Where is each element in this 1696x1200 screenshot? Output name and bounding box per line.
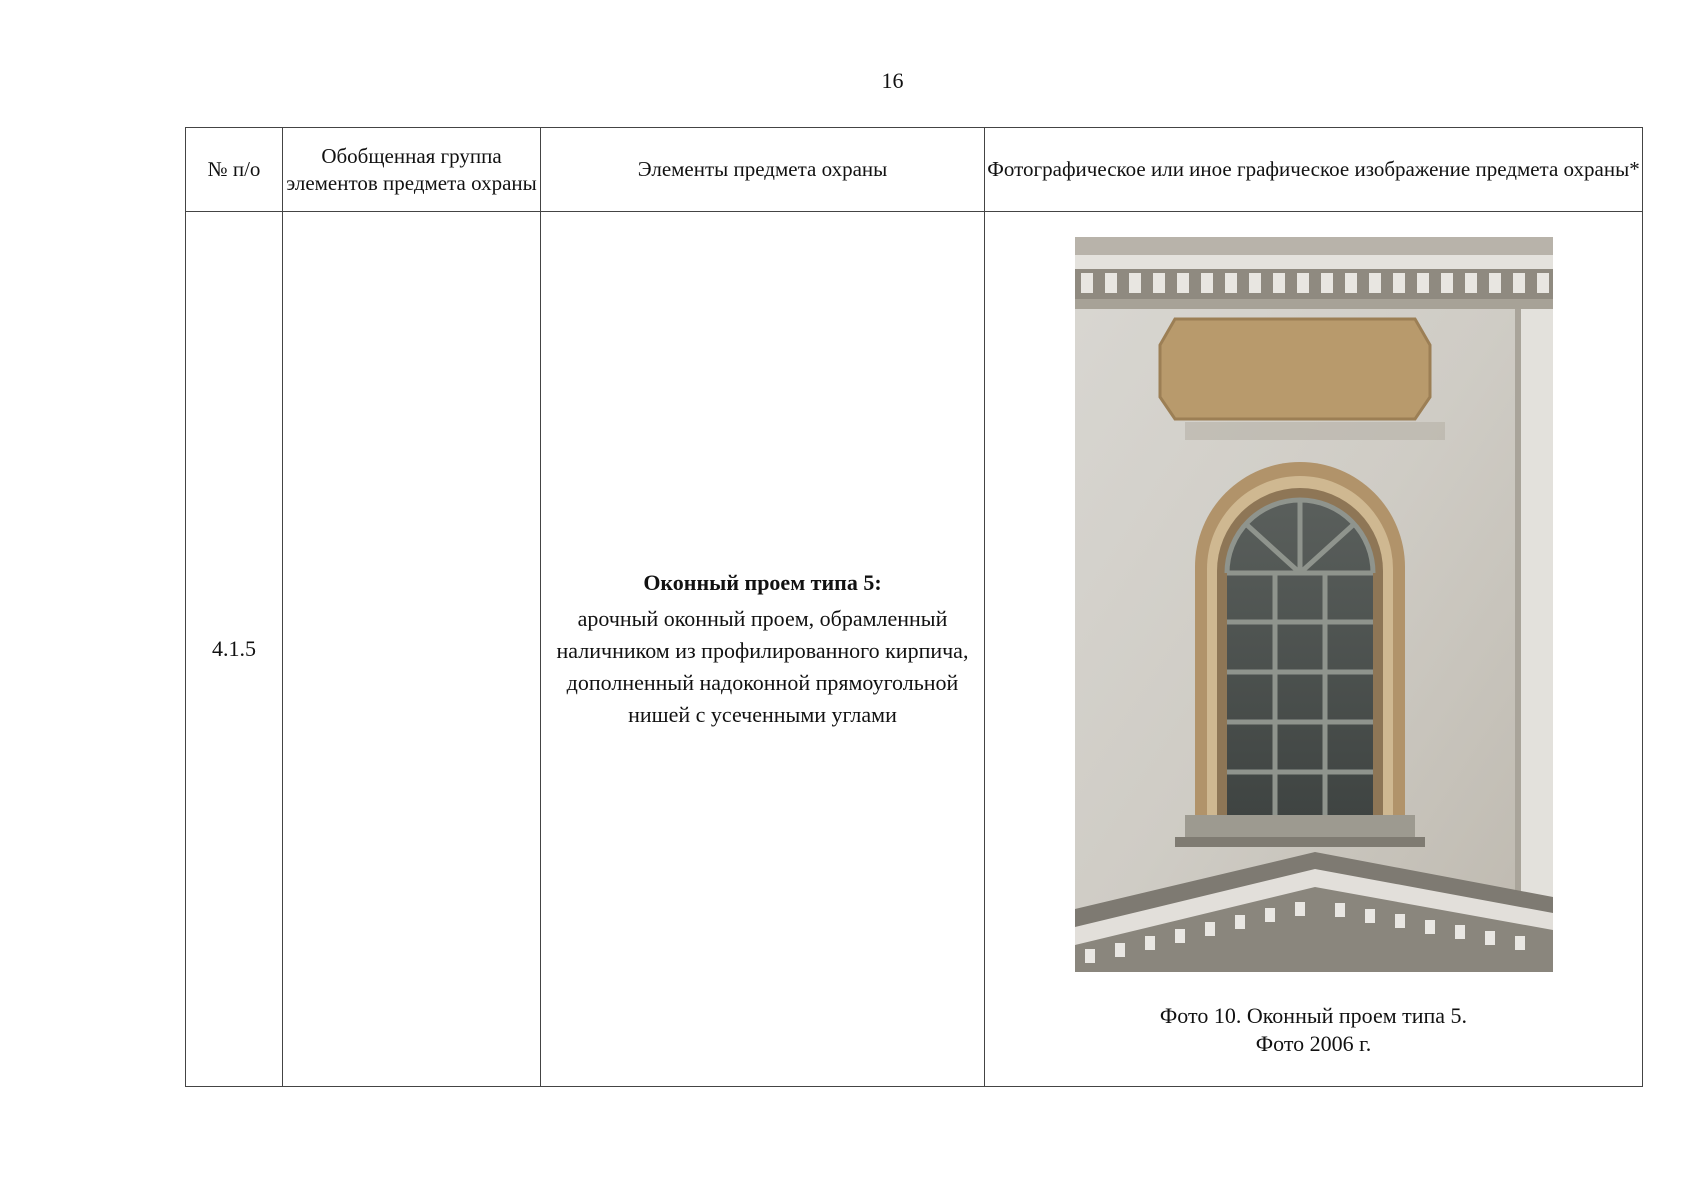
- header-image: Фотографическое или иное графическое изображение предмета охраны*: [985, 128, 1643, 212]
- row-image: [985, 212, 1643, 1087]
- row-group: [283, 212, 541, 1087]
- protection-table: [185, 127, 1643, 1087]
- header-number: № п/о: [186, 128, 283, 212]
- table-row: [186, 212, 1643, 1087]
- window-photo: [1075, 237, 1553, 972]
- header-elements: Элементы предмета охраны: [541, 128, 985, 212]
- element-title: Оконный проем типа 5:: [643, 570, 882, 595]
- table-header-row: [186, 128, 1643, 212]
- caption-line-1: Фото 10. Оконный проем типа 5.: [1159, 1003, 1468, 1028]
- photo-caption: [985, 1002, 1642, 1058]
- row-element: [541, 212, 985, 1087]
- page-number: 16: [881, 68, 904, 93]
- header-group: Обобщенная группа элементов предмета охраны: [283, 128, 541, 212]
- row-number: 4.1.5: [186, 212, 283, 1087]
- element-description: арочный оконный проем, обрамленный наличником из профилированного кирпича, дополненный надоконной прямоугольной нишей с усеченными углами: [556, 606, 969, 727]
- caption-line-2: Фото 2006 г.: [1255, 1031, 1372, 1056]
